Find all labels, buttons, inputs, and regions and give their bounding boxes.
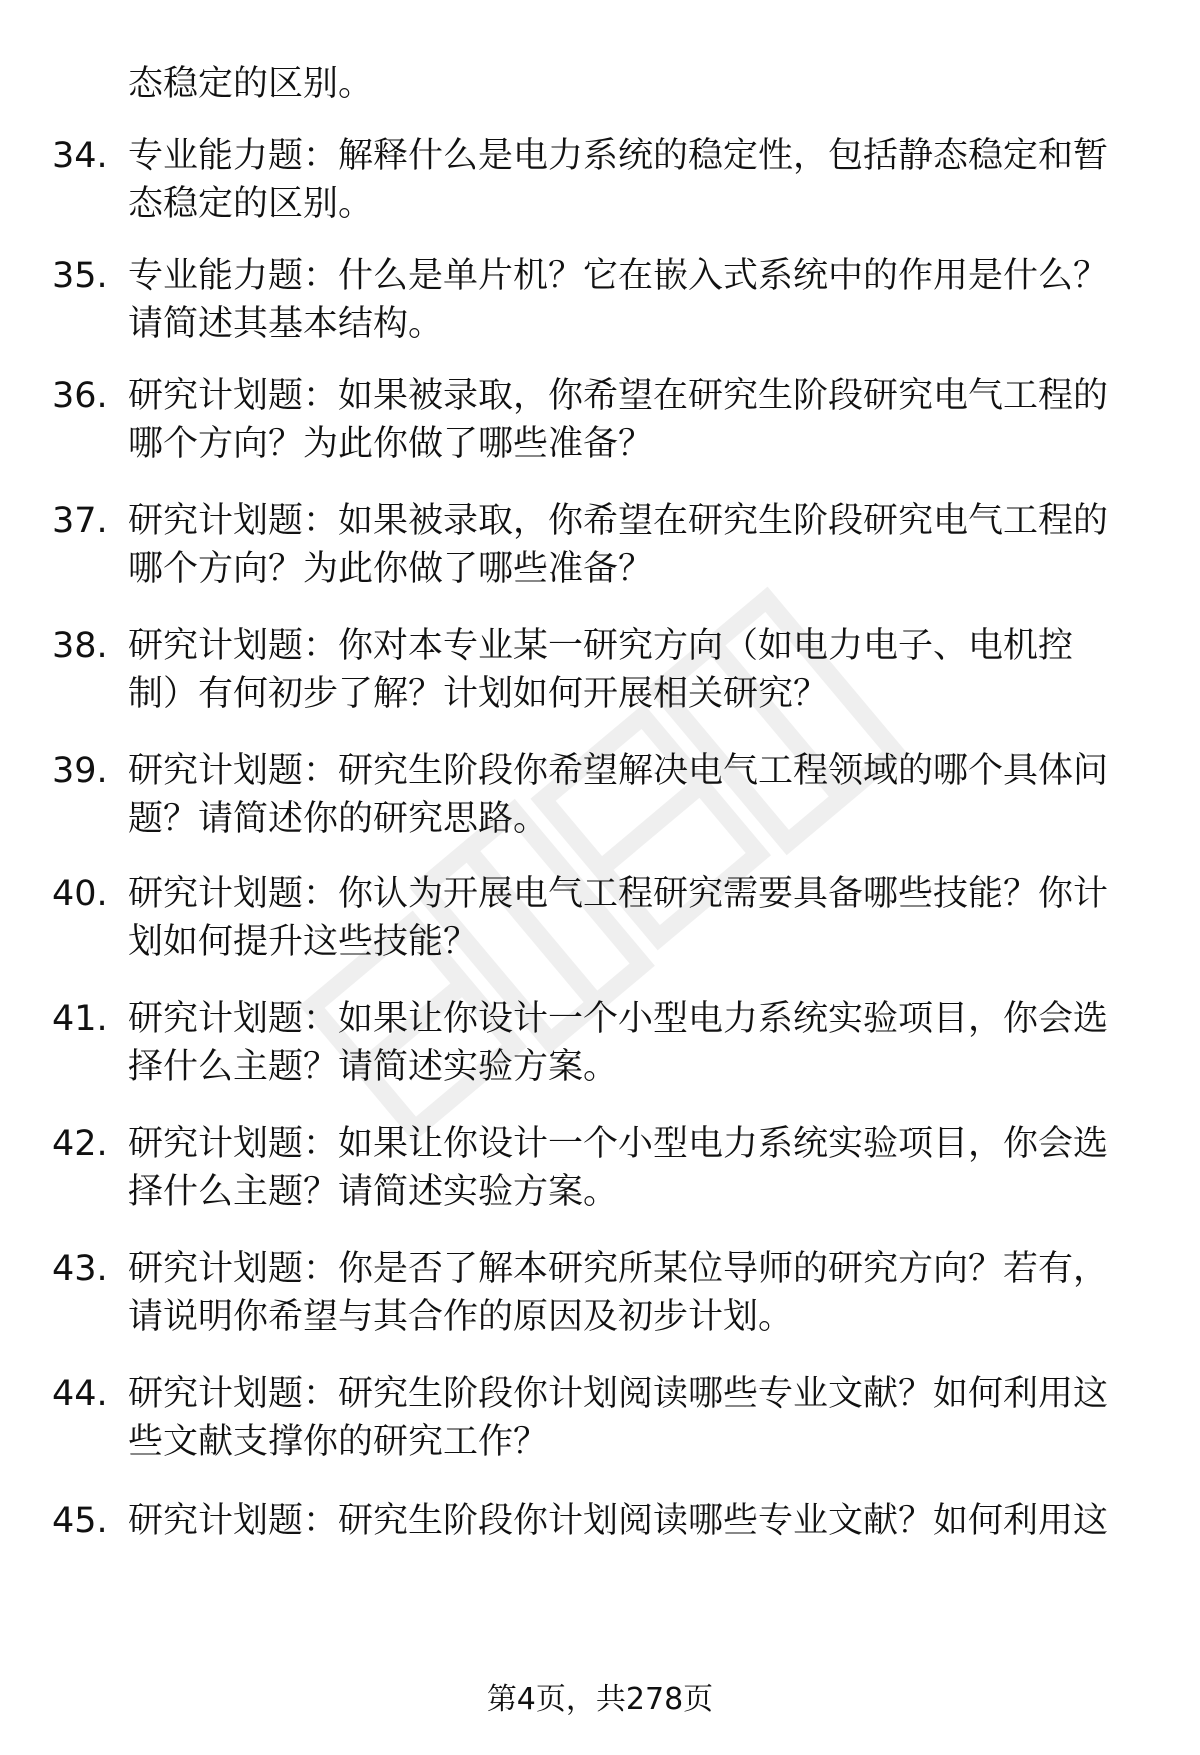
question-number: 35. <box>52 256 108 296</box>
question-line: 研究计划题：如果被录取，你希望在研究生阶段研究电气工程的 <box>128 501 1109 541</box>
question-text <box>128 132 1128 228</box>
question-number: 43. <box>52 1249 108 1289</box>
question-line: 研究计划题：如果让你设计一个小型电力系统实验项目，你会选 <box>128 1124 1109 1164</box>
question-line: 请说明你希望与其合作的原因及初步计划。 <box>128 1297 794 1337</box>
question-text <box>128 372 1128 468</box>
question-line: 哪个方向？为此你做了哪些准备？ <box>128 549 654 589</box>
question-number: 44. <box>52 1374 108 1414</box>
question-line: 研究计划题：如果被录取，你希望在研究生阶段研究电气工程的 <box>128 376 1109 416</box>
question-number: 40. <box>52 874 108 914</box>
question-line: 专业能力题：什么是单片机？它在嵌入式系统中的作用是什么？ <box>128 256 1109 296</box>
question-line: 划如何提升这些技能？ <box>128 922 479 962</box>
question-text <box>128 622 1128 718</box>
question-line: 题？请简述你的研究思路。 <box>128 799 549 839</box>
question-text <box>128 1245 1128 1341</box>
question-line: 哪个方向？为此你做了哪些准备？ <box>128 424 654 464</box>
question-line: 研究计划题：研究生阶段你希望解决电气工程领域的哪个具体问 <box>128 751 1109 791</box>
continuation-text: 态稳定的区别。 <box>128 64 374 104</box>
question-line: 态稳定的区别。 <box>128 184 374 224</box>
question-text <box>128 870 1128 966</box>
question-line: 研究计划题：你认为开展电气工程研究需要具备哪些技能？你计 <box>128 874 1109 914</box>
question-text <box>128 1370 1128 1466</box>
question-number: 36. <box>52 376 108 416</box>
question-line: 择什么主题？请简述实验方案。 <box>128 1047 619 1087</box>
question-number: 34. <box>52 136 108 176</box>
question-line: 请简述其基本结构。 <box>128 304 444 344</box>
question-number: 38. <box>52 626 108 666</box>
question-line: 研究计划题：你对本专业某一研究方向（如电力电子、电机控 <box>128 626 1074 666</box>
question-line: 制）有何初步了解？计划如何开展相关研究？ <box>128 674 829 714</box>
question-line: 择什么主题？请简述实验方案。 <box>128 1172 619 1212</box>
question-number: 45. <box>52 1501 108 1541</box>
question-number: 41. <box>52 999 108 1039</box>
question-text <box>128 252 1128 348</box>
page-footer: 第4页，共278页 <box>486 1682 714 1717</box>
question-number: 42. <box>52 1124 108 1164</box>
question-line: 研究计划题：研究生阶段你计划阅读哪些专业文献？如何利用这 <box>128 1501 1109 1541</box>
question-line: 研究计划题：你是否了解本研究所某位导师的研究方向？若有， <box>128 1249 1109 1289</box>
question-line: 专业能力题：解释什么是电力系统的稳定性，包括静态稳定和暂 <box>128 136 1109 176</box>
question-text <box>128 1497 1128 1545</box>
question-line: 研究计划题：如果让你设计一个小型电力系统实验项目，你会选 <box>128 999 1109 1039</box>
question-text <box>128 1120 1128 1216</box>
question-line: 研究计划题：研究生阶段你计划阅读哪些专业文献？如何利用这 <box>128 1374 1109 1414</box>
question-number: 37. <box>52 501 108 541</box>
question-text <box>128 497 1128 593</box>
question-line: 些文献支撑你的研究工作？ <box>128 1422 549 1462</box>
question-text <box>128 995 1128 1091</box>
question-number: 39. <box>52 751 108 791</box>
question-text <box>128 747 1128 843</box>
